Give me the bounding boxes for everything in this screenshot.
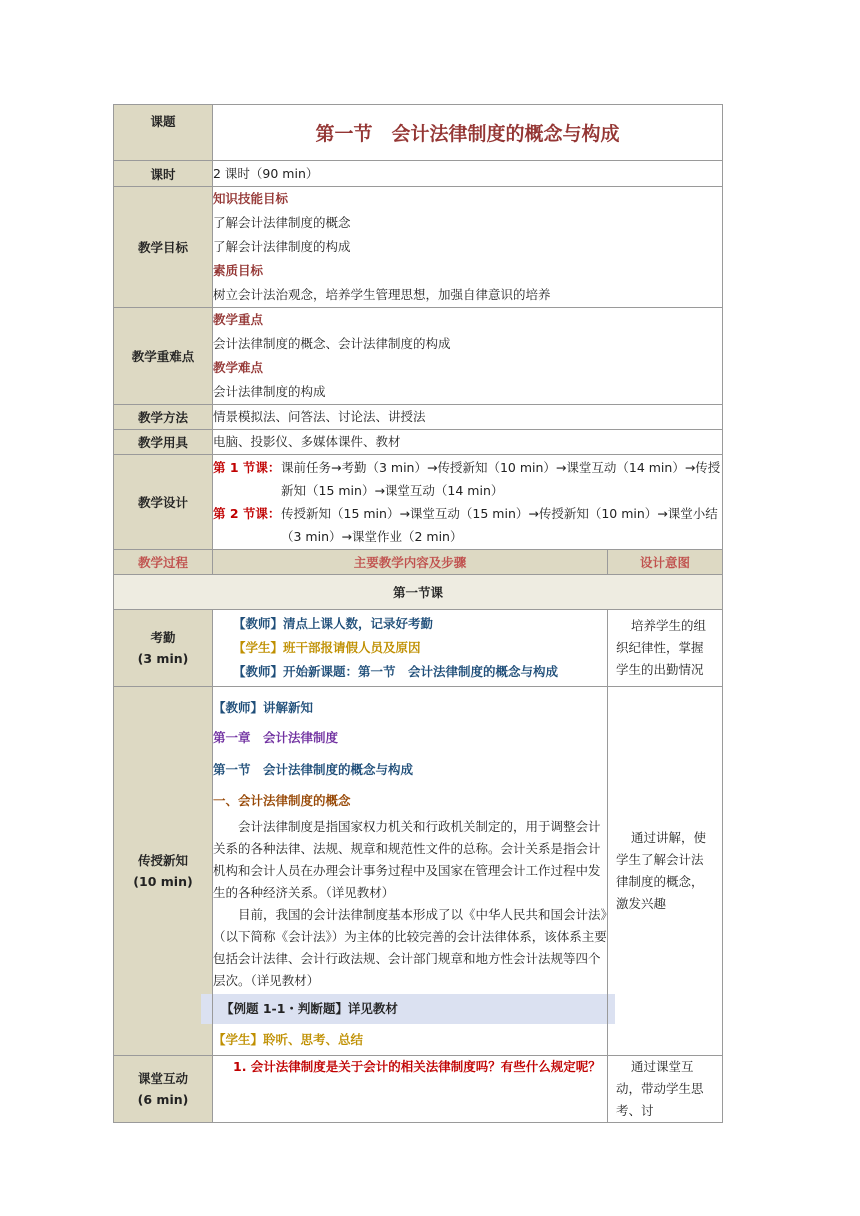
quality-heading: 素质目标 <box>213 263 264 278</box>
concept-subheading: 一、会计法律制度的概念 <box>213 793 351 808</box>
hours-value: 2 课时（90 min） <box>213 161 723 187</box>
method-label: 教学方法 <box>114 405 213 430</box>
interaction-row <box>114 1056 723 1123</box>
interaction-intent <box>608 1056 723 1123</box>
topic-title: 第一节 会计法律制度的概念与构成 <box>213 105 723 161</box>
design-label: 教学设计 <box>114 455 213 550</box>
attendance-content <box>213 610 608 687</box>
attendance-line: 【教师】开始新课题：第一节 会计法律制度的概念与构成 <box>233 664 559 679</box>
teaching-name: 传授新知 <box>137 853 188 868</box>
goals-content <box>213 187 723 308</box>
topic-label: 课题 <box>114 105 213 161</box>
process-header-row <box>114 550 723 575</box>
lesson-plan-table <box>113 104 723 1123</box>
student-line: 【学生】聆听、思考、总结 <box>213 1032 364 1047</box>
attendance-intent-text: 培养学生的组织纪律性，掌握学生的出勤情况 <box>616 618 707 677</box>
tools-value: 电脑、投影仪、多媒体课件、教材 <box>213 430 723 455</box>
tools-label: 教学用具 <box>114 430 213 455</box>
section-heading: 第一节 会计法律制度的概念与构成 <box>213 762 414 777</box>
chapter-heading: 第一章 会计法律制度 <box>213 730 339 745</box>
attendance-line: 【教师】清点上课人数，记录好考勤 <box>233 616 434 631</box>
interaction-question: 1. 会计法律制度是关于会计的相关法律制度吗？有些什么规定呢？ <box>233 1059 601 1074</box>
design-content <box>213 455 723 550</box>
focus-heading: 教学重点 <box>213 312 264 327</box>
concept-paragraph: 会计法律制度是指国家权力机关和行政机关制定的，用于调整会计关系的各种法律、法规、规章和规范性文件的总称。会计关系是指会计机构和会计人员在办理会计事务过程中及国家在管理会计工作过程中发生的各种经济关系。（详见教材） <box>213 819 601 900</box>
interaction-intent-text: 通过课堂互动，带动学生思考、讨 <box>616 1059 704 1118</box>
topic-row <box>114 105 723 161</box>
attendance-row <box>114 610 723 687</box>
attendance-intent <box>608 610 723 687</box>
focus-text: 会计法律制度的概念、会计法律制度的构成 <box>213 336 451 351</box>
attendance-time: (3 min) <box>137 651 189 666</box>
method-row <box>114 405 723 430</box>
interaction-content <box>213 1056 608 1123</box>
section-row <box>114 575 723 610</box>
tools-row <box>114 430 723 455</box>
design-lesson-2 <box>213 502 722 548</box>
goals-row <box>114 187 723 308</box>
quality-item: 树立会计法治观念，培养学生管理思想，加强自律意识的培养 <box>213 287 551 302</box>
key-row <box>114 308 723 405</box>
example-bar: 【例题 1-1・判断题】详见教材 <box>201 994 615 1024</box>
teaching-row <box>114 687 723 1056</box>
interaction-label <box>114 1056 213 1123</box>
design-value: 传授新知（15 min）→课堂互动（15 min）→传授新知（10 min）→课堂小结（3 min）→课堂作业（2 min） <box>281 506 718 544</box>
system-paragraph: 目前，我国的会计法律制度基本形成了以《中华人民共和国会计法》（以下简称《会计法》）为主体的比较完善的会计法律体系，该体系主要包括会计法律、会计行政法规、会计部门规章和地方性会计法规等四个层次。（详见教材） <box>213 907 607 988</box>
knowledge-item: 了解会计法律制度的概念 <box>213 215 351 230</box>
attendance-label <box>114 610 213 687</box>
teacher-line: 【教师】讲解新知 <box>213 700 314 715</box>
intent-header: 设计意图 <box>608 550 723 575</box>
difficulty-text: 会计法律制度的构成 <box>213 384 326 399</box>
method-value: 情景模拟法、问答法、讨论法、讲授法 <box>213 405 723 430</box>
teaching-label <box>114 687 213 1056</box>
knowledge-heading: 知识技能目标 <box>213 191 289 206</box>
attendance-line: 【学生】班干部报请假人员及原因 <box>233 640 421 655</box>
goals-label: 教学目标 <box>114 187 213 308</box>
difficulty-heading: 教学难点 <box>213 360 264 375</box>
teaching-time: (10 min) <box>133 874 193 889</box>
design-row <box>114 455 723 550</box>
teaching-intent <box>608 687 723 1056</box>
interaction-time: (6 min) <box>137 1092 189 1107</box>
design-lesson-1 <box>213 456 722 502</box>
design-key: 第 1 节课： <box>213 460 281 475</box>
section-title: 第一节课 <box>114 575 723 610</box>
key-label: 教学重难点 <box>114 308 213 405</box>
hours-row <box>114 161 723 187</box>
design-key: 第 2 节课： <box>213 506 281 521</box>
hours-label: 课时 <box>114 161 213 187</box>
interaction-name: 课堂互动 <box>137 1071 188 1086</box>
content-header: 主要教学内容及步骤 <box>213 550 608 575</box>
knowledge-item: 了解会计法律制度的构成 <box>213 239 351 254</box>
teaching-intent-text: 通过讲解，使学生了解会计法律制度的概念，激发兴趣 <box>616 830 707 911</box>
key-content <box>213 308 723 405</box>
process-header: 教学过程 <box>114 550 213 575</box>
attendance-name: 考勤 <box>150 630 176 645</box>
teaching-content <box>213 687 608 1056</box>
design-value: 课前任务→考勤（3 min）→传授新知（10 min）→课堂互动（14 min）→传授新知（15 min）→课堂互动（14 min） <box>281 460 721 498</box>
